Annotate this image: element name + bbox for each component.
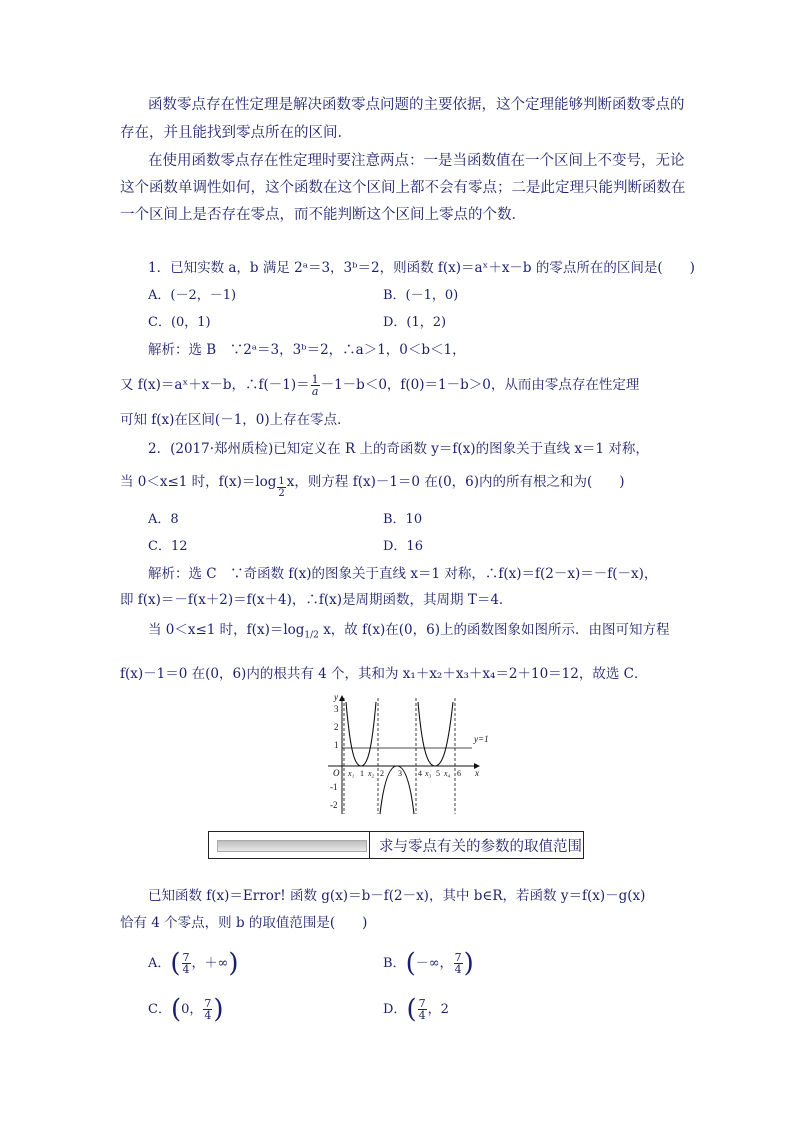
q2-log-base [277,476,285,499]
q3-b-fraction [454,952,463,975]
q3-d-paren-open: ( [406,994,417,1025]
function-graph [322,692,492,818]
q3-b-paren-open: ( [405,948,416,979]
section-title: 求与零点有关的参数的取值范围 [379,839,582,855]
q3-option-a [148,948,239,979]
q3-b-paren-close: ) [463,948,474,979]
x-tick-4: 4 [418,769,422,778]
q2-option-c: C．12 [148,539,188,554]
intro-line-3: 在使用函数零点存在性定理时要注意两点：一是当函数值在一个区间上不变号，无论 [148,153,685,169]
q2-stem-1: 2．(2017·郑州质检)已知定义在 R 上的奇函数 y＝f(x)的图象关于直线 x＝1 对称， [148,441,649,457]
x-tick-1: 1 [360,769,364,778]
q2-sol3-text-a: 当 0＜x≤1 时，f(x)＝log [148,622,305,638]
q3-stem-1: 已知函数 f(x)＝Error! 函数 g(x)＝b－f(2－x)，其中 b∈R，若函数 y＝f(x)－g(x) [148,888,646,904]
q1-sol2-text-a: 又 f(x)＝aˣ＋x－b，∴f(－1)＝ [120,377,310,393]
q2-stem2-text-a: 当 0＜x≤1 时，f(x)＝log [120,474,277,490]
section-tag-bar [217,840,367,852]
x-tick-3: 3 [398,769,402,778]
q3-c-pre: 0， [181,1002,203,1017]
curve-2-4 [380,766,414,814]
q3-a-num: 7 [182,951,190,964]
q1-solution-1: 解析：选 B ∵2ᵃ＝3，3ᵇ＝2，∴a＞1，0＜b＜1， [148,342,466,358]
q3-a-label: A． [148,956,171,971]
q2-solution-1: 解析：选 C ∵奇函数 f(x)的图象关于直线 x＝1 对称，∴f(x)＝f(2－x)＝－f(－x)， [148,566,658,582]
y-axis-label: y [334,692,338,702]
q2-solution-4: f(x)－1＝0 在(0，6)内的根共有 4 个，其和为 x₁＋x₂＋x₃＋x₄＝2＋10＝12，故选 C． [120,666,648,682]
x-axis-label: x [475,768,479,778]
origin-label: O [333,768,340,778]
q3-c-paren-close: ) [213,994,224,1025]
section-divider [369,832,370,858]
q1-solution-3: 可知 f(x)在区间(－1，0)上存在零点． [120,412,351,428]
q2-option-d: D．16 [383,539,423,554]
q1-sol2-fraction [311,374,320,397]
asymptotes [344,698,455,814]
q3-d-rest: ，2 [427,1002,449,1017]
q1-fraction-den: a [311,385,319,398]
q3-c-paren-open: ( [170,994,182,1025]
q1-option-c: C．(0，1) [148,315,211,330]
function-curves [346,702,453,814]
q3-c-label: C． [148,1002,171,1017]
section-header [208,831,584,859]
q3-c-num: 7 [204,997,212,1010]
q2-sol3-text-b: x，故 f(x)在(0，6)上的函数图象如图所示．由图可知方程 [318,622,670,638]
q3-d-den: 4 [418,1009,426,1022]
q2-solution-3 [148,620,669,646]
y-tick-3: 3 [334,704,339,714]
curve-0-2 [346,702,376,766]
y-tick-1: 1 [334,740,339,750]
q3-d-num: 7 [418,997,426,1010]
q3-b-label: B． [383,956,406,971]
q3-b-pre: －∞， [415,956,453,971]
q1-solution-2 [120,374,639,397]
q3-a-paren-close: ) [228,948,239,979]
q1-sol2-text-b: －1－b＜0，f(0)＝1－b＞0，从而由零点存在性定理 [320,377,640,393]
q3-a-paren-open: ( [170,948,181,979]
q3-d-fraction [418,998,427,1021]
intro-line-1: 函数零点存在性定理是解决函数零点问题的主要依据，这个定理能够判断函数零点的 [148,97,685,113]
q1-option-d: D．(1，2) [383,315,447,330]
q3-d-label: D． [383,1002,407,1017]
q3-c-fraction [203,998,212,1021]
intro-line-2: 存在，并且能找到零点所在的区间． [120,125,352,141]
y-tick-neg1: -1 [330,782,338,792]
q3-option-c [148,994,224,1025]
x-tick-x1: x₁ [348,769,355,778]
q3-stem-2: 恰有 4 个零点，则 b 的取值范围是( ) [120,915,368,931]
y-tick-labels [330,704,339,810]
q2-stem2-text-b: x，则方程 f(x)－1＝0 在(0，6)内的所有根之和为( ) [286,474,625,490]
curve-4-6 [418,702,453,766]
q3-a-den: 4 [182,963,190,976]
q2-sol3-log-base: 1/2 [304,630,319,641]
q2-stem-2 [120,472,625,499]
q1-option-b: B．(－1，0) [383,288,459,303]
x-tick-2: 2 [380,769,384,778]
x-tick-x4: x₄ [444,769,451,778]
x-tick-5: 5 [436,769,440,778]
y-tick-neg2: -2 [330,800,338,810]
q2-option-a: A．8 [148,512,179,527]
y1-line-label: y=1 [474,734,489,744]
q2-option-b: B．10 [383,512,423,527]
q3-option-b [383,948,474,979]
q3-b-num: 7 [454,951,462,964]
q1-fraction-num: 1 [311,373,319,386]
intro-line-5: 一个区间上是否存在零点，而不能判断这个区间上零点的个数． [120,207,526,223]
q2-base-num: 1 [278,476,285,487]
q1-stem: 1．已知实数 a，b 满足 2ᵃ＝3，3ᵇ＝2，则函数 f(x)＝aˣ＋x－b 的零点所在的区间是( ) [148,260,695,276]
q3-a-rest: ，＋∞ [191,956,229,971]
x-tick-labels [347,769,461,778]
x-tick-6: 6 [457,769,461,778]
x-tick-x3: x₃ [425,769,432,778]
q2-base-den: 2 [278,488,285,499]
x-tick-x2: x₂ [368,769,375,778]
graph-labels [333,692,489,778]
q3-c-den: 4 [204,1009,212,1022]
q2-solution-2: 即 f(x)＝－f(x＋2)＝f(x＋4)，∴f(x)是周期函数，其周期 T＝4． [120,592,513,608]
q3-option-d [383,994,449,1025]
y-tick-2: 2 [334,722,339,732]
intro-line-4: 这个函数单调性如何，这个函数在这个区间上都不会有零点；二是此定理只能判断函数在 [120,180,686,196]
q3-a-fraction [182,952,191,975]
q1-option-a: A．(－2，－1) [148,288,237,303]
q3-b-den: 4 [454,963,462,976]
